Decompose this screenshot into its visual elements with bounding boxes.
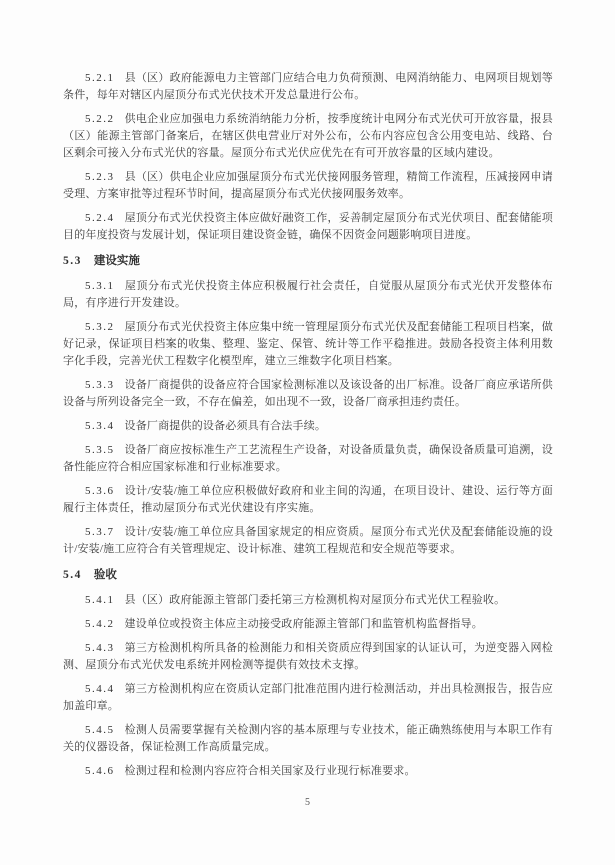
- clause-5-4-1: [63, 592, 553, 609]
- clause-5-4-3: [63, 640, 553, 674]
- clause-text: 屋顶分布式光伏投资主体应积极履行社会责任，自觉服从屋顶分布式光伏开发整体布局，有序进行开发建设。: [63, 280, 553, 309]
- clause-5-3-2: [63, 319, 553, 370]
- document-content: [63, 70, 553, 780]
- clause-number: 5.4.6: [85, 765, 115, 777]
- section-title: 建设实施: [93, 255, 140, 267]
- clause-5-3-5: [63, 442, 553, 476]
- clause-text: 供电企业应加强电力系统消纳能力分析，按季度统计电网分布式光伏可开放容量，报县（区）能源主管部门备案后，在辖区供电营业厅对外公布，公布内容应包含公用变电站、线路、台区剩余可接入分布式光伏的容量。屋顶分布式光伏应优先在有可开放容量的区域内建设。: [63, 113, 553, 159]
- clause-number: 5.4.3: [85, 642, 115, 654]
- clause-5-4-6: [63, 763, 553, 780]
- clause-text: 屋顶分布式光伏投资主体应集中统一管理屋顶分布式光伏及配套储能工程项目档案，做好记录，保证项目档案的收集、整理、鉴定、保管、统计等工作平稳推进。鼓励各投资主体利用数字化手段，完善光伏工程数字化模型库，建立三维数字化项目档案。: [63, 321, 553, 367]
- clause-text: 第三方检测机构所具备的检测能力和相关资质应得到国家的认证认可，为逆变器入网检测、屋顶分布式光伏发电系统并网检测等提供有效技术支撑。: [63, 642, 553, 671]
- clause-5-4-2: [63, 616, 553, 633]
- clause-number: 5.3.1: [85, 280, 115, 292]
- clause-number: 5.3.3: [85, 379, 115, 391]
- clause-text: 建设单位或投资主体应主动接受政府能源主管部门和监管机构监督指导。: [124, 618, 483, 630]
- clause-text: 屋顶分布式光伏投资主体应做好融资工作，妥善制定屋顶分布式光伏项目、配套储能项目的年度投资与发展计划，保证项目建设资金链，确保不因资金问题影响项目进度。: [63, 212, 553, 241]
- clause-5-4-4: [63, 681, 553, 715]
- clause-5-3-1: [63, 278, 553, 312]
- clause-number: 5.3.7: [85, 526, 115, 538]
- clause-text: 设备厂商提供的设备必须具有合法手续。: [124, 420, 327, 432]
- clause-number: 5.3.5: [85, 444, 115, 456]
- page-number: 5: [305, 797, 310, 808]
- clause-5-3-7: [63, 524, 553, 558]
- clause-text: 设计/安装/施工单位应具备国家规定的相应资质。屋顶分布式光伏及配套储能设施的设计/安装/施工应符合有关管理规定、设计标准、建筑工程规范和安全规范等要求。: [63, 526, 553, 555]
- clause-number: 5.3.6: [85, 485, 115, 497]
- clause-number: 5.2.1: [85, 72, 115, 84]
- clause-text: 检测人员需要掌握有关检测内容的基本原理与专业技术，能正确熟练使用与本职工作有关的仪器设备，保证检测工作高质量完成。: [63, 724, 553, 753]
- section-title: 验收: [93, 569, 117, 581]
- clause-number: 5.3.4: [85, 420, 115, 432]
- clause-5-3-4: [63, 418, 553, 435]
- clause-5-3-3: [63, 377, 553, 411]
- clause-text: 县（区）政府能源主管部门委托第三方检测机构对屋顶分布式光伏工程验收。: [124, 594, 506, 606]
- clause-text: 设备厂商应按标准生产工艺流程生产设备，对设备质量负责，确保设备质量可追溯，设备性能应符合相应国家标准和行业标准要求。: [63, 444, 553, 473]
- clause-text: 设计/安装/施工单位应积极做好政府和业主间的沟通，在项目设计、建设、运行等方面履行主体责任，推动屋顶分布式光伏建设有序实施。: [63, 485, 553, 514]
- clause-number: 5.2.2: [85, 113, 115, 125]
- clause-text: 第三方检测机构应在资质认定部门批准范围内进行检测活动，并出具检测报告，报告应加盖印章。: [63, 683, 553, 712]
- section-heading-5-4: [63, 567, 553, 584]
- clause-number: 5.2.3: [85, 171, 115, 183]
- clause-5-2-3: [63, 169, 553, 203]
- section-number: 5.4: [63, 569, 82, 581]
- clause-5-2-2: [63, 111, 553, 162]
- section-number: 5.3: [63, 255, 82, 267]
- clause-number: 5.4.5: [85, 724, 115, 736]
- clause-5-3-6: [63, 483, 553, 517]
- clause-number: 5.2.4: [85, 212, 115, 224]
- page-footer: [0, 792, 615, 810]
- clause-5-2-1: [63, 70, 553, 104]
- clause-number: 5.4.1: [85, 594, 115, 606]
- clause-number: 5.4.4: [85, 683, 115, 695]
- clause-5-4-5: [63, 722, 553, 756]
- clause-text: 检测过程和检测内容应符合相关国家及行业现行标准要求。: [124, 765, 416, 777]
- clause-5-2-4: [63, 210, 553, 244]
- clause-number: 5.3.2: [85, 321, 115, 333]
- clause-text: 县（区）供电企业应加强屋顶分布式光伏接网服务管理，精简工作流程，压减接网申请受理、方案审批等过程环节时间，提高屋顶分布式光伏接网服务效率。: [63, 171, 553, 200]
- clause-text: 县（区）政府能源电力主管部门应结合电力负荷预测、电网消纳能力、电网项目规划等条件，每年对辖区内屋顶分布式光伏技术开发总量进行公布。: [63, 72, 553, 101]
- section-heading-5-3: [63, 253, 553, 270]
- clause-number: 5.4.2: [85, 618, 115, 630]
- clause-text: 设备厂商提供的设备应符合国家检测标准以及该设备的出厂标准。设备厂商应承诺所供设备与所列设备完全一致，不存在偏差，如出现不一致，设备厂商承担违约责任。: [63, 379, 553, 408]
